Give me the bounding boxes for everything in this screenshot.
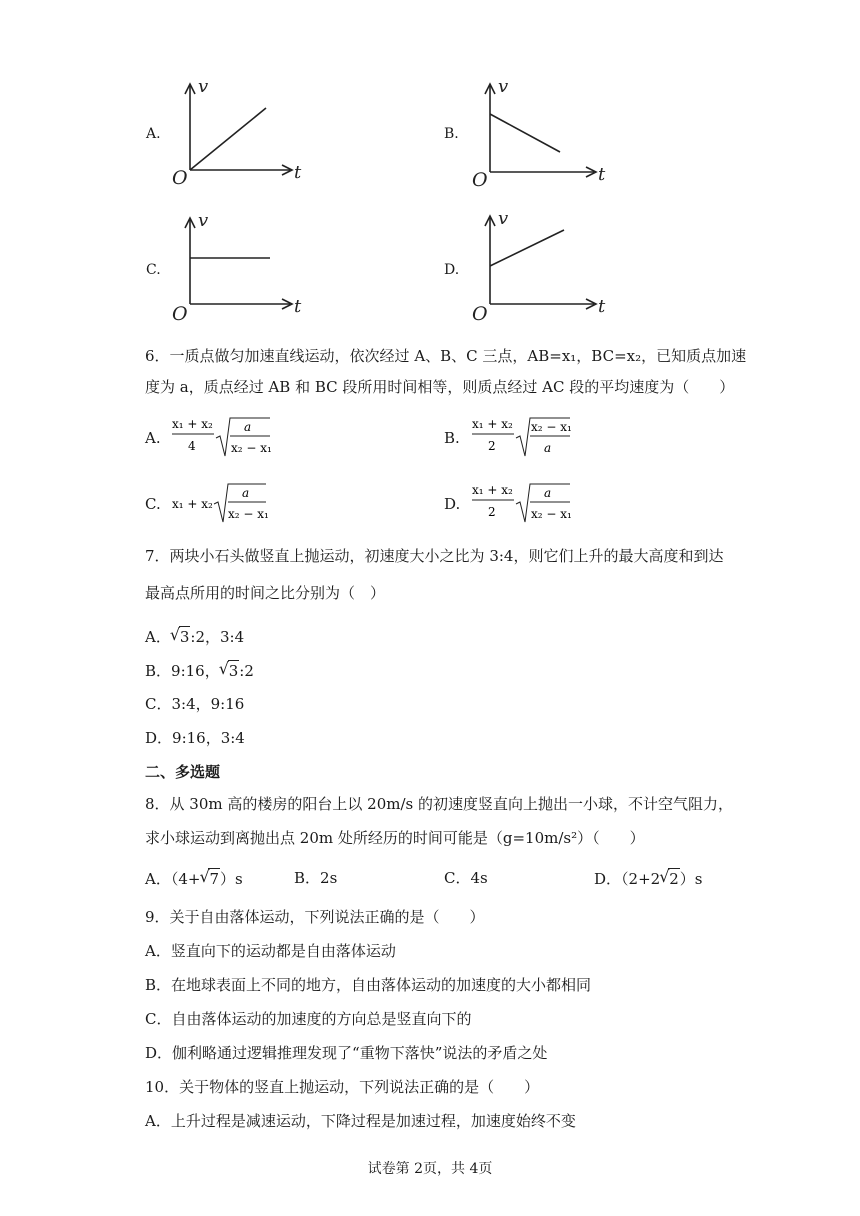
radical-denominator: a — [544, 441, 552, 455]
v-axis-label: v — [198, 210, 209, 231]
vt-graph-b — [468, 74, 618, 190]
option-label: C. — [146, 262, 161, 278]
t-axis-label: t — [598, 296, 606, 317]
option-label: D. — [444, 262, 460, 278]
v-axis-label: v — [198, 76, 209, 97]
q9-option-d: D．伽利略通过逻辑推理发现了“重物下落快”说法的矛盾之处 — [145, 1044, 548, 1062]
q9-option-a: A．竖直向下的运动都是自由落体运动 — [145, 942, 396, 960]
fraction-numerator: x₁ + x₂ — [472, 483, 513, 497]
radical-value: 3 — [179, 628, 190, 646]
option-label: B．9:16， — [145, 662, 220, 680]
q8-option-d: D．（2+2 √ 2）s — [594, 867, 703, 888]
fraction-numerator: x₁ + x₂ — [472, 417, 513, 431]
option-suffix: ）s — [679, 870, 703, 888]
option-label: A． — [145, 628, 171, 646]
q7-option-d: D．9:16，3:4 — [145, 729, 245, 747]
radical-value: 3 — [228, 662, 239, 680]
radical-denominator: x₂ − x₁ — [531, 507, 572, 521]
v-axis-label: v — [498, 208, 509, 229]
t-axis-label: t — [294, 296, 302, 317]
q6-b-formula — [470, 414, 580, 460]
origin-label: O — [172, 167, 188, 189]
option-prefix: A．（4+ — [145, 870, 201, 888]
q6-d-formula — [470, 480, 580, 526]
q7-option-a: A． √ 3:2，3:4 — [145, 625, 245, 646]
option-rest: :2 — [239, 662, 254, 680]
q7-option-c: C．3:4，9:16 — [145, 695, 245, 713]
option-prefix: D．（2+2 — [594, 870, 661, 888]
radical-denominator: x₂ − x₁ — [228, 507, 269, 521]
radical-numerator: a — [544, 486, 552, 500]
page-footer: 试卷第 2页，共 4页 — [367, 1161, 493, 1177]
fraction-denominator: 2 — [488, 505, 496, 519]
q7-stem-line1: 7．两块小石头做竖直上抛运动，初速度大小之比为 3:4，则它们上升的最大高度和到达 — [145, 547, 724, 565]
fraction-denominator: 2 — [488, 439, 496, 453]
sum-term: x₁ + x₂ — [172, 497, 213, 511]
option-label: D. — [444, 495, 461, 513]
radical-numerator: a — [242, 486, 250, 500]
radical-numerator: a — [244, 420, 252, 434]
vt-graph-d — [468, 206, 618, 324]
option-label: A. — [145, 429, 161, 447]
q6-c-formula — [170, 480, 280, 526]
origin-label: O — [172, 303, 188, 325]
t-axis-label: t — [294, 162, 302, 183]
q8-stem-line2: 求小球运动到离抛出点 20m 处所经历的时间可能是（g=10m/s²）（ ） — [145, 829, 645, 847]
q9-stem: 9．关于自由落体运动，下列说法正确的是（ ） — [145, 908, 485, 926]
option-label: B. — [444, 126, 459, 142]
option-label: B. — [444, 429, 460, 447]
origin-label: O — [472, 169, 488, 191]
q8-stem-line1: 8．从 30m 高的楼房的阳台上以 20m/s 的初速度竖直向上抛出一小球，不计空气阻力， — [145, 795, 733, 813]
q10-option-a: A．上升过程是减速运动，下降过程是加速过程，加速度始终不变 — [145, 1112, 576, 1130]
q9-option-b: B．在地球表面上不同的地方，自由落体运动的加速度的大小都相同 — [145, 976, 592, 994]
fraction-denominator: 4 — [188, 439, 196, 453]
q10-stem: 10．关于物体的竖直上抛运动，下列说法正确的是（ ） — [145, 1078, 540, 1096]
q6-stem-line1: 6．一质点做匀加速直线运动，依次经过 A、B、C 三点，AB=x₁，BC=x₂，已知质点加速 — [145, 347, 747, 365]
vt-graph-a — [168, 74, 308, 189]
q6-stem-line2: 度为 a，质点经过 AB 和 BC 段所用时间相等，则质点经过 AC 段的平均速度为（ ） — [145, 378, 735, 396]
option-rest: :2，3:4 — [190, 628, 245, 646]
origin-label: O — [472, 303, 488, 325]
t-axis-label: t — [598, 164, 606, 185]
radical-value: 7 — [209, 870, 219, 888]
fraction-numerator: x₁ + x₂ — [172, 417, 213, 431]
option-label: C. — [145, 495, 161, 513]
option-label: A. — [146, 126, 161, 142]
section-heading: 二、多选题 — [145, 763, 221, 781]
radical-numerator: x₂ − x₁ — [531, 420, 572, 434]
option-suffix: ）s — [220, 870, 243, 888]
q9-option-c: C．自由落体运动的加速度的方向总是竖直向下的 — [145, 1010, 472, 1028]
radical-value: 2 — [669, 870, 679, 888]
q6-a-formula — [170, 414, 280, 460]
q7-stem-line2: 最高点所用的时间之比分别为（ ） — [145, 584, 386, 602]
q7-option-b: B．9:16， √ 3:2 — [145, 659, 254, 680]
vt-graph-c — [168, 208, 308, 325]
q8-option-a: A．（4+ √ 7）s — [145, 867, 243, 888]
v-axis-label: v — [498, 76, 509, 97]
radical-denominator: x₂ − x₁ — [231, 441, 272, 455]
q8-option-c: C．4s — [444, 869, 488, 887]
q8-option-b: B．2s — [294, 869, 338, 887]
